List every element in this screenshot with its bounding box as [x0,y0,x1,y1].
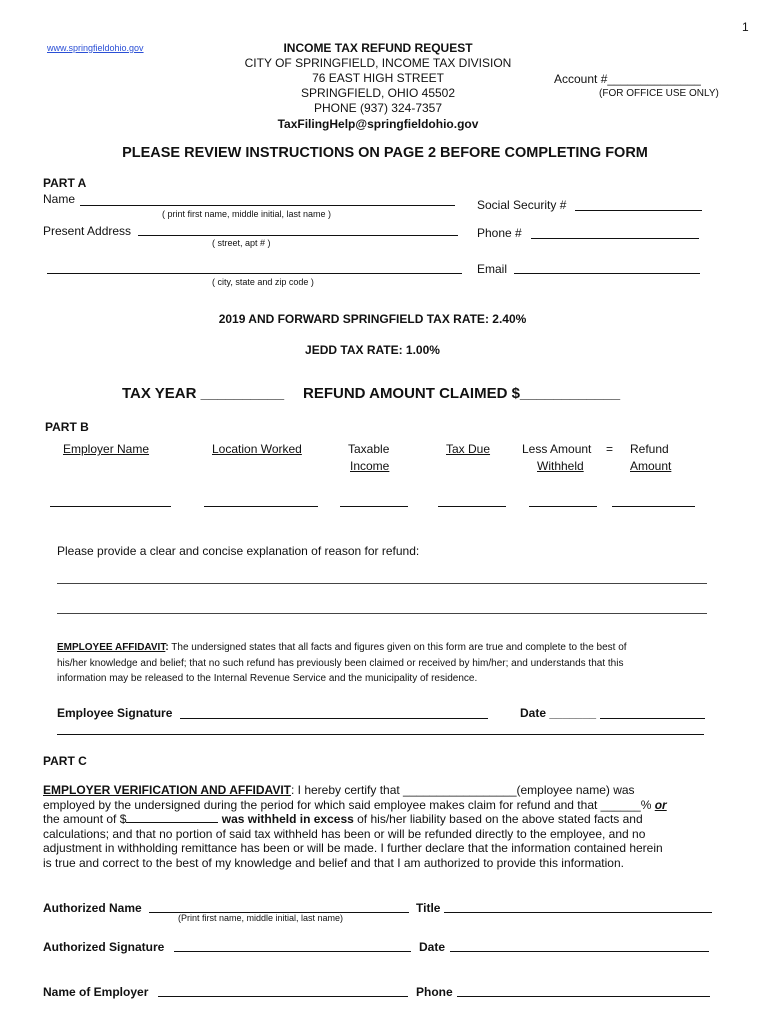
location-worked-input[interactable] [204,506,318,507]
employer-phone-label: Phone [416,985,453,999]
website-link[interactable]: www.springfieldohio.gov [47,43,144,53]
tax-due-input[interactable] [438,506,506,507]
refund-amount-input[interactable] [612,506,695,507]
equals-sign: = [606,442,614,456]
name-hint: ( print first name, middle initial, last name ) [162,209,332,219]
col-refund-amount: Amount [630,459,672,473]
authorized-name-hint: (Print first name, middle initial, last name) [178,913,344,923]
explanation-prompt: Please provide a clear and concise explanation of reason for refund: [57,544,420,558]
affidavit-label: EMPLOYEE AFFIDAVIT [57,642,166,653]
phone-label: Phone # [477,226,522,240]
employer-affidavit-line-4: calculations; and that no portion of said tax withheld has been or will be refunded directly to the employee, and no [43,827,646,841]
title-input[interactable] [444,912,712,913]
city-input-line[interactable] [47,273,462,274]
name-input-line[interactable] [80,205,455,206]
authorized-signature-label: Authorized Signature [43,940,165,954]
employer-name-input[interactable] [50,506,171,507]
name-label: Name [43,192,76,206]
ssn-input-line[interactable] [575,210,702,211]
account-number-field[interactable]: Account #______________ [554,72,701,86]
affidavit-line-2: his/her knowledge and belief; that no such refund has previously been claimed or received by him/her; and understands that this [57,658,624,669]
tax-year-field[interactable]: TAX YEAR __________ [122,385,285,402]
authorized-signature-input[interactable] [174,951,411,952]
authorized-name-label: Authorized Name [43,901,142,915]
col-less-amount: Less Amount [522,442,592,456]
phone-input-line[interactable] [531,238,699,239]
employer-affidavit-line-3: the amount of $ was withheld in excess of his/her liability based on the above stated facts and [43,812,643,826]
springfield-tax-rate: 2019 AND FORWARD SPRINGFIELD TAX RATE: 2.40% [218,312,527,326]
employer-affidavit-line-6: is true and correct to the best of my knowledge and belief and that I am authorized to provide this information. [43,856,624,870]
employer-date-label: Date [419,940,446,954]
office-use-note: (FOR OFFICE USE ONLY) [599,88,719,99]
explanation-line-1[interactable] [57,583,707,584]
employer-affidavit-label: EMPLOYER VERIFICATION AND AFFIDAVIT [43,783,291,797]
email-input-line[interactable] [514,273,700,274]
page-number: 1 [742,20,749,34]
employer-phone-field[interactable] [457,996,710,997]
part-c-heading: PART C [43,754,87,768]
title-label: Title [416,901,441,915]
withheld-input[interactable] [529,506,597,507]
employee-date-label: Date _______ [520,706,597,720]
col-refund: Refund [630,442,669,456]
col-withheld: Withheld [537,459,584,473]
col-taxable-1: Taxable [348,442,390,456]
address-label: Present Address [43,224,132,238]
excess-amount-input[interactable] [126,812,218,823]
ssn-label: Social Security # [477,198,567,212]
header-phone: PHONE (937) 324-7357 [313,101,443,115]
employee-signature-input[interactable] [180,718,488,719]
email-label: Email [477,262,508,276]
employer-affidavit-line-1: EMPLOYER VERIFICATION AND AFFIDAVIT: I hereby certify that _________________(employee name) was [43,783,635,797]
form-title: INCOME TAX REFUND REQUEST [283,41,473,55]
explanation-line-2[interactable] [57,613,707,614]
refund-claimed-field[interactable]: REFUND AMOUNT CLAIMED $____________ [303,385,621,402]
employer-affidavit-line-2: employed by the undersigned during the period for which said employee makes claim for refund and that ______% or [43,798,667,812]
instructions-heading: PLEASE REVIEW INSTRUCTIONS ON PAGE 2 BEFORE COMPLETING FORM [122,145,648,161]
section-divider [57,734,704,735]
header-city: SPRINGFIELD, OHIO 45502 [300,86,456,100]
city-hint: ( city, state and zip code ) [212,277,314,287]
employee-signature-label: Employee Signature [57,706,173,720]
employee-date-input[interactable] [600,718,705,719]
street-input-line[interactable] [138,235,458,236]
employer-name-label: Name of Employer [43,985,149,999]
employer-name-field[interactable] [158,996,408,997]
part-a-heading: PART A [43,176,87,190]
col-taxable-2: Income [350,459,390,473]
col-employer-name: Employer Name [63,442,150,456]
col-tax-due: Tax Due [446,442,491,456]
col-location-worked: Location Worked [212,442,302,456]
affidavit-line-3: information may be released to the Internal Revenue Service and the municipality of residence. [57,673,478,684]
affidavit-line-1: EMPLOYEE AFFIDAVIT: The undersigned states that all facts and figures given on this form are true and complete to the best of [57,642,627,653]
header-street: 76 EAST HIGH STREET [312,71,444,85]
street-hint: ( street, apt # ) [212,238,271,248]
employer-affidavit-line-5: adjustment in withholding remittance has been or will be made. I further declare that the information contained herein [43,841,663,855]
part-b-heading: PART B [45,420,89,434]
taxable-income-input[interactable] [340,506,408,507]
header-email: TaxFilingHelp@springfieldohio.gov [277,117,479,131]
employer-date-input[interactable] [450,951,709,952]
jedd-tax-rate: JEDD TAX RATE: 1.00% [305,343,440,357]
header-division: CITY OF SPRINGFIELD, INCOME TAX DIVISION [244,56,512,70]
